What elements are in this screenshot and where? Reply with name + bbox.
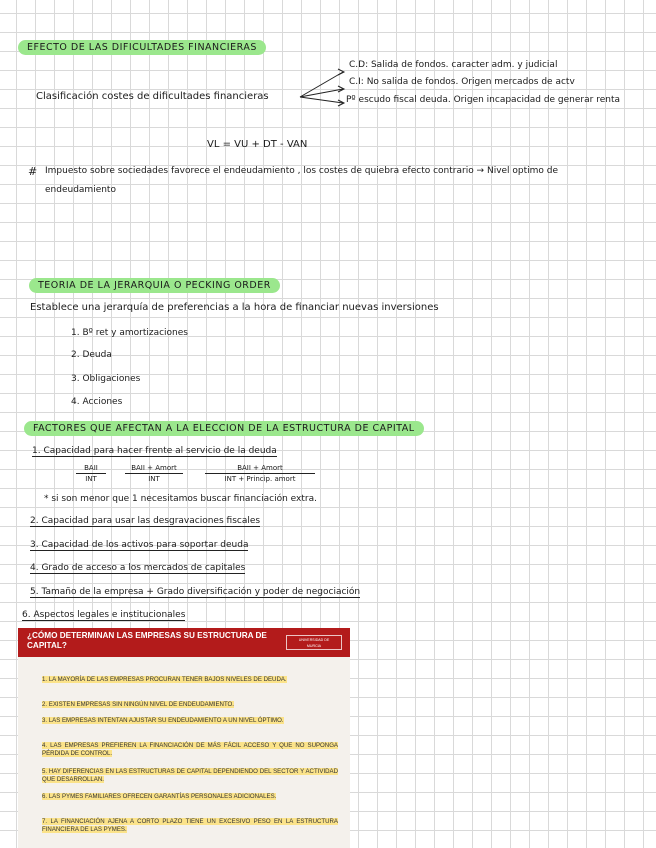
factor-6: 6. Aspectos legales e institucionales (22, 610, 186, 620)
slide-item-5-text: 5. HAY DIFERENCIAS EN LAS ESTRUCTURAS DE CAPITAL DEPENDIENDO DEL SECTOR Y ACTIVIDAD QUE DESARROLLAN. (42, 768, 338, 783)
ratio-3-numerator: BAII + Amort (205, 464, 315, 474)
section-title-pecking-order: TEORIA DE LA JERARQUIA O PECKING ORDER (29, 278, 280, 293)
slide-item-1 (42, 676, 338, 684)
factor-3: 3. Capacidad de los activos para soportar deuda (30, 540, 249, 550)
formula: VL = VU + DT - VAN (207, 139, 308, 150)
pecking-order-intro: Establece una jerarquía de preferencias a la hora de financiar nuevas inversiones (30, 302, 439, 313)
logo-line-2: MURCIA (306, 644, 322, 648)
ratio-1-numerator: BAII (76, 464, 106, 474)
slide-item-3-text: 3. LAS EMPRESAS INTENTAN AJUSTAR SU ENDEUDAMIENTO A UN NIVEL ÓPTIMO. (42, 717, 284, 724)
note-bullet: # (28, 165, 38, 178)
note-line-1: Impuesto sobre sociedades favorece el endeudamiento , los costes de quiebra efecto contrario → Nivel optimo de (45, 166, 559, 176)
branch-tax-shield: Pº escudo fiscal deuda. Origen incapacidad de generar renta (346, 95, 620, 105)
capital-structure-slide (18, 628, 350, 848)
section-title-capital-structure-factors: FACTORES QUE AFECTAN A LA ELECCION DE LA ESTRUCTURA DE CAPITAL (24, 421, 424, 436)
ratio-2-numerator: BAII + Amort (125, 464, 183, 474)
slide-item-7 (42, 818, 338, 834)
university-logo (286, 635, 342, 650)
ratio-1-denominator: INT (85, 475, 97, 483)
slide-item-6-text: 6. LAS PYMES FAMILIARES OFRECEN GARANTÍAS PERSONALES ADICIONALES. (42, 793, 277, 800)
branch-direct-costs: C.D: Salida de fondos. caracter adm. y judicial (349, 60, 558, 70)
hierarchy-item-2: 2. Deuda (71, 350, 112, 360)
hierarchy-item-3: 3. Obligaciones (71, 374, 141, 384)
slide-header (18, 628, 350, 657)
hierarchy-item-4: 4. Acciones (71, 397, 123, 407)
ratio-debt-service-coverage (205, 464, 315, 483)
ratio-2-denominator: INT (148, 475, 160, 483)
section-title-financial-distress: EFECTO DE LAS DIFICULTADES FINANCIERAS (18, 40, 266, 55)
slide-item-2-text: 2. EXISTEN EMPRESAS SIN NINGÚN NIVEL DE ENDEUDAMIENTO. (42, 701, 234, 708)
ratio-interest-coverage (76, 464, 106, 483)
ratio-cash-coverage (125, 464, 183, 483)
factor-5: 5. Tamaño de la empresa + Grado diversificación y poder de negociación (30, 587, 361, 597)
factor-2: 2. Capacidad para usar las desgravaciones fiscales (30, 516, 261, 526)
slide-item-4-text: 4. LAS EMPRESAS PREFIEREN LA FINANCIACIÓN DE MÁS FÁCIL ACCESO Y QUE NO SUPONGA PÉRDIDA DE CONTROL. (42, 742, 338, 757)
slide-item-5 (42, 768, 338, 784)
slide-item-6 (42, 793, 338, 801)
logo-line-1: UNIVERSIDAD DE (298, 638, 330, 642)
slide-item-7-text: 7. LA FINANCIACIÓN AJENA A CORTO PLAZO TIENE UN EXCESIVO PESO EN LA ESTRUCTURA FINANCIERA DE LAS PYMES. (42, 818, 338, 833)
branch-indirect-costs: C.I: No salida de fondos. Origen mercados de actv (349, 77, 575, 87)
slide-item-4 (42, 742, 338, 758)
slide-item-1-text: 1. LA MAYORÍA DE LAS EMPRESAS PROCURAN TENER BAJOS NIVELES DE DEUDA. (42, 676, 287, 683)
factor-1: 1. Capacidad para hacer frente al servicio de la deuda (32, 446, 277, 456)
hierarchy-item-1: 1. Bº ret y amortizaciones (71, 328, 188, 338)
ratio-3-denominator: INT + Princip. amort (224, 475, 296, 483)
factor-1-note: * si son menor que 1 necesitamos buscar financiación extra. (44, 494, 317, 504)
note-line-2: endeudamiento (45, 185, 116, 195)
classification-label: Clasificación costes de dificultades financieras (36, 91, 269, 102)
slide-item-2 (42, 701, 338, 709)
slide-title: ¿CÓMO DETERMINAN LAS EMPRESAS SU ESTRUCTURA DE CAPITAL? (27, 631, 267, 650)
factor-4: 4. Grado de acceso a los mercados de capitales (30, 563, 246, 573)
slide-item-3 (42, 717, 338, 725)
